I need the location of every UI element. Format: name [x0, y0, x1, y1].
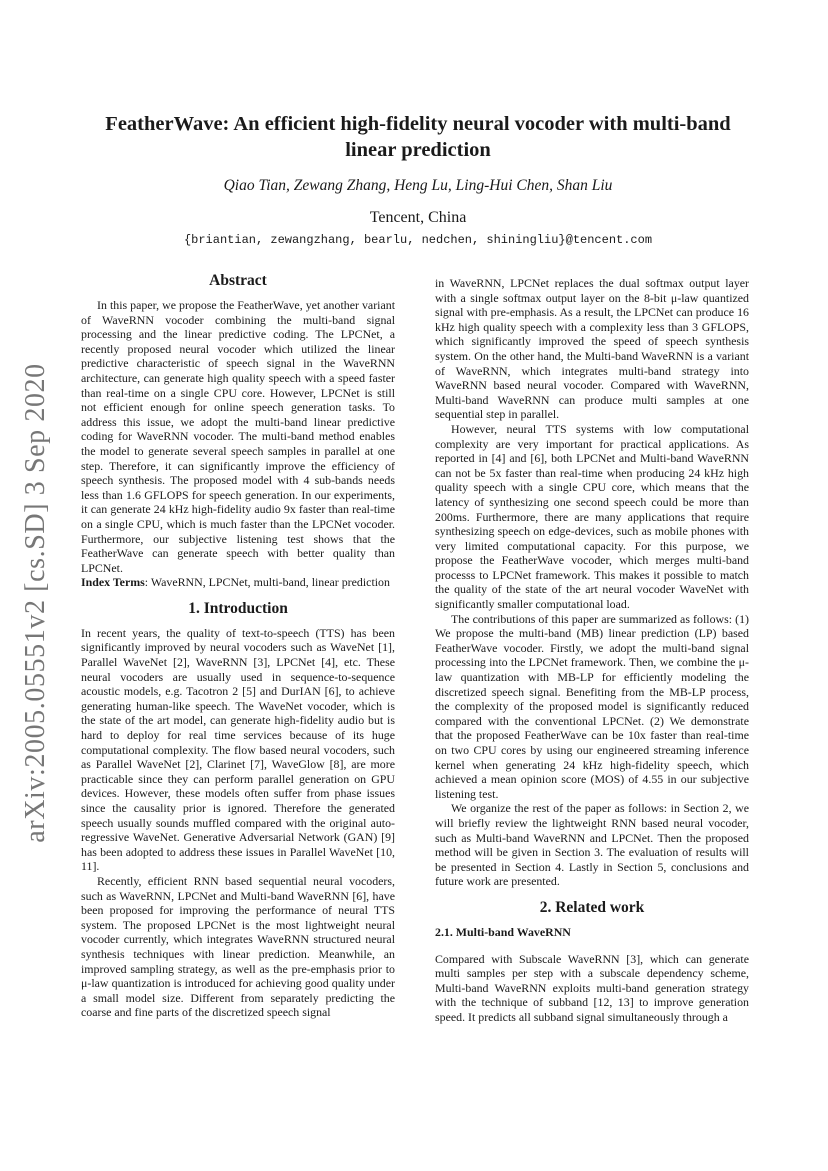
abstract-heading: Abstract [209, 272, 267, 289]
author-emails: {briantian, zewangzhang, bearlu, nedchen, shiningliu}@tencent.com [183, 233, 653, 247]
intro-paragraph-5: The contributions of this paper are summarized as follows: (1) We propose the multi-band (MB) linear prediction (LP) based FeatherWave vocoder. Firstly, we adopt the multi-band signal processing into the LPCNet framework. Then, we combine the μ-law quantization with MB-LP for efficiently modeling the discretized speech signal. Benefiting from the MB-LP process, the complexity of the proposed model is significantly reduced compared with the conventional LPCNet. (2) We demonstrate that the proposed FeatherWave can be 10x faster than real-time on two CPU cores by using our engineered streaming inference kernel when generating 24 kHz high-fidelity speech, which achieved a mean opinion score (MOS) of 4.55 in our subjective listening test. [435, 611, 749, 801]
intro-paragraph-2: Recently, efficient RNN based sequential neural vocoders, such as WaveRNN, LPCNet and Multi-band WaveRNN [6], have been proposed for improving the performance of neural TTS system. The proposed LPCNet is the most lightweight neural vocoder currently, which integrates WaveRNN structured neural synthesis techniques with linear prediction. Meanwhile, an improved sampling strategy, as well as the pre-emphasis prior to μ-law quantization is introduced for achieving good quality under a small model size. Different from separately predicting the coarse and fine parts of the discretized speech signal [81, 873, 395, 1020]
related-paragraph-1: Compared with Subscale WaveRNN [3], which can generate multi samples per step with a subscale dependency scheme, Multi-band WaveRNN exploits multi-band generation strategy with the technique of subband [12, 13] to improve generation speed. It predicts all subband signal simultaneously through a [435, 951, 749, 1024]
arxiv-side-identifier [8, 363, 64, 843]
arxiv-id-text: arXiv:2005.05551v2 [cs.SD] 3 Sep 2020 [20, 363, 51, 843]
index-terms-label: Index Terms [81, 575, 145, 590]
affiliation: Tencent, China [369, 209, 467, 226]
multiband-wavernn-subheading: 2.1. Multi-band WaveRNN [435, 924, 571, 939]
abstract-body: In this paper, we propose the FeatherWave, yet another variant of WaveRNN vocoder combining the multi-band signal processing and the linear predictive coding. The LPCNet, a recently proposed neural vocoder which utilized the linear predictive characteristic of speech signal in the WaveRNN architecture, can generate high quality speech with a speed faster than real-time on a single CPU core. However, LPCNet is still not efficient enough for online speech generation tasks. To address this issue, we adopt the multi-band linear predictive coding for WaveRNN vocoder. The multi-band method enables the model to generate several speech samples in parallel at one step. Therefore, it can significantly improve the efficiency of speech synthesis. The proposed model with 4 sub-bands needs less than 1.6 GFLOPS for speech generation. In our experiments, it can generate 24 kHz high-fidelity audio 9x faster than real-time on a single CPU, which is much faster than the LPCNet vocoder. Furthermore, our subjective listening test shows that the FeatherWave can generate speech with better quality than LPCNet. [81, 298, 395, 575]
left-column [81, 272, 395, 1020]
intro-paragraph-6: We organize the rest of the paper as follows: in Section 2, we will briefly review the lightweight RNN based neural vocoder, such as Multi-band WaveRNN and LPCNet. Then the proposed method will be given in Section 3. The evaluation of results will be presented in Section 4. Lastly in Section 5, conclusions and future work are presented. [435, 801, 749, 889]
author-list: Qiao Tian, Zewang Zhang, Heng Lu, Ling-Hui Chen, Shan Liu [223, 177, 613, 194]
right-column [435, 276, 749, 1025]
index-terms [81, 575, 395, 590]
intro-paragraph-4: However, neural TTS systems with low computational complexity are very important for practical applications. As reported in [4] and [6], both LPCNet and Multi-band WaveRNN can not be 5x faster than real-time when producing 24 kHz high quality speech with a single CPU core, which means that the latency of synthesizing one second speech could be more than 200ms. Furthermore, there are many applications that require synthesizing speech on edge-devices, such as mobile phones with very limited computational capacity. For this purpose, we propose the FeatherWave vocoder, which merges multi-band processs to LPCNet framework. This makes it possible to match the quality of the state of the art neural vocoder WaveNet with significantly smaller computational load. [435, 421, 749, 612]
intro-paragraph-3: in WaveRNN, LPCNet replaces the dual softmax output layer with a single softmax output layer on the 8-bit μ-law quantized signal with pre-emphasis. As a result, the LPCNet can produce 16 kHz high quality speech with a complexity less than 3 GFLOPS, which significantly improved the speed of speech synthesis system. On the other hand, the Multi-band WaveRNN is a variant of WaveRNN, which integrates multi-band strategy into WaveRNN based neural vocoder. Compared with WaveRNN, Multi-band WaveRNN can produce multi samples at one sequential step in parallel. [435, 276, 749, 422]
intro-paragraph-1: In recent years, the quality of text-to-speech (TTS) has been significantly improved by neural vocoders such as WaveNet [1], Parallel WaveNet [2], WaveRNN [3], LPCNet [4], etc. These neural vocoders are usually used in sequence-to-sequence acoustic models, e.g. Tacotron 2 [5] and DurIAN [6], to achieve generating human-like speech. The WaveNet vocoder, which is the state of the art model, can generate high-fidelity audio but is hard to deploy for real time services because of its huge computational complexity. The flow based neural vocoders, such as Parallel WaveNet [2], Clarinet [7], WaveGlow [8], are more practicable since they can perform parallel generation on GPU devices. However, these models often suffer from phase issues since the causality prior is ignored. Therefore the generated speech usually sounds muffled compared with the original auto-regressive WaveNet. Generative Adversarial Network (GAN) [9] has been adopted to address these issues in Parallel WaveNet [10, 11]. [81, 625, 395, 874]
introduction-heading: 1. Introduction [188, 599, 288, 617]
paper-title: FeatherWave: An efficient high-fidelity neural vocoder with multi-band linear prediction [105, 113, 731, 161]
index-terms-list: : WaveRNN, LPCNet, multi-band, linear prediction [144, 575, 390, 590]
related-work-heading: 2. Related work [539, 898, 645, 916]
